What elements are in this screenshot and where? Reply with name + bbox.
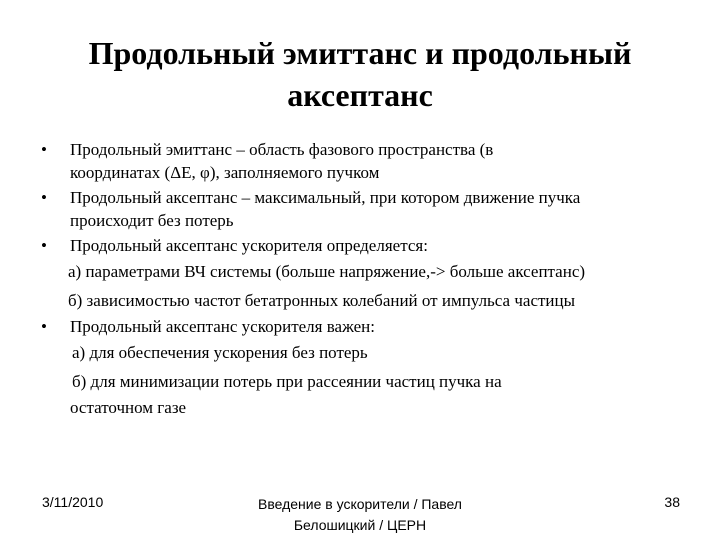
bullet-dot-icon: • bbox=[41, 188, 47, 207]
bullet-list bbox=[38, 138, 698, 419]
bullet-dot-icon: • bbox=[41, 140, 47, 159]
bullet-item bbox=[38, 315, 698, 419]
bullet-text: Продольный эмиттанс – область фазового пространства (в bbox=[70, 140, 494, 159]
footer-course-author bbox=[220, 494, 500, 536]
slide-title bbox=[60, 32, 660, 116]
sub-item bbox=[38, 257, 698, 286]
sub-item-text-continued: остаточном газе bbox=[70, 398, 187, 417]
bullet-item bbox=[38, 234, 698, 315]
bullet-text-continued: координатах (ΔE, φ), заполняемого пучком bbox=[70, 163, 380, 182]
bullet-text: Продольный аксептанс ускорителя определяется: bbox=[70, 236, 428, 255]
bullet-text-continued: происходит без потерь bbox=[70, 211, 234, 230]
slide-number: 38 bbox=[664, 494, 680, 510]
sub-item bbox=[38, 338, 698, 367]
footer-center-line-2: Белошицкий / ЦЕРН bbox=[293, 517, 427, 533]
title-line-2: аксептанс bbox=[287, 77, 433, 113]
bullet-dot-icon: • bbox=[41, 317, 47, 336]
bullet-item bbox=[38, 186, 698, 232]
footer-date: 3/11/2010 bbox=[42, 494, 104, 510]
sub-item-text: а) для обеспечения ускорения без потерь bbox=[72, 343, 368, 362]
sub-item-text: б) зависимостью частот бетатронных колебаний от импульса частицы bbox=[68, 291, 576, 310]
sub-item bbox=[38, 286, 698, 315]
footer-center-line-1: Введение в ускорители / Павел bbox=[258, 496, 462, 512]
sub-item-text: а) параметрами ВЧ системы (больше напряжение,-> больше аксептанс) bbox=[68, 262, 586, 281]
sub-item bbox=[38, 367, 698, 419]
sub-item-text: б) для минимизации потерь при рассеянии частиц пучка на bbox=[72, 372, 502, 391]
bullet-item bbox=[38, 138, 698, 184]
title-line-1: Продольный эмиттанс и продольный bbox=[88, 35, 632, 71]
bullet-text: Продольный аксептанс ускорителя важен: bbox=[70, 317, 375, 336]
bullet-dot-icon: • bbox=[41, 236, 47, 255]
bullet-text: Продольный аксептанс – максимальный, при котором движение пучка bbox=[70, 188, 581, 207]
